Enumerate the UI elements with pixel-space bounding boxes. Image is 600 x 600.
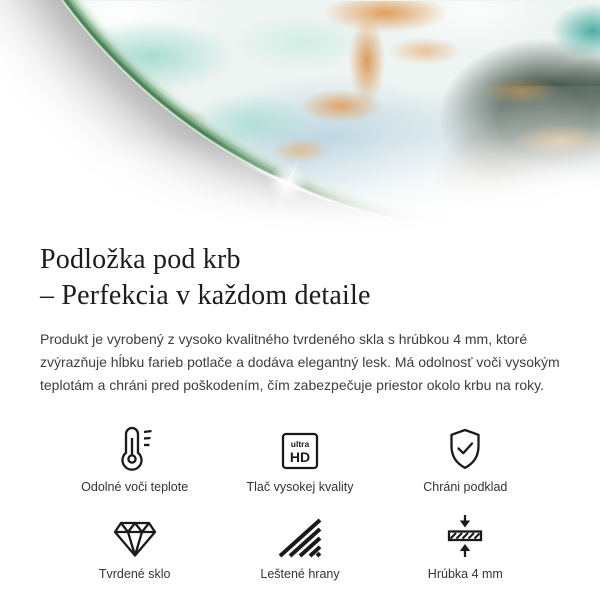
product-hero-image <box>0 0 600 236</box>
polished-edges-icon <box>278 510 322 558</box>
page-title-line2: – Perfekcia v každom detaile <box>40 280 371 311</box>
thermometer-icon <box>115 423 155 471</box>
feature-label: Hrúbka 4 mm <box>427 567 503 581</box>
feature-thickness <box>383 510 548 583</box>
thickness-icon <box>445 510 485 558</box>
ultra-hd-icon <box>280 423 320 471</box>
feature-label: Leštené hrany <box>260 567 340 581</box>
feature-print-quality <box>217 423 382 496</box>
glass-disc <box>0 0 600 235</box>
feature-label: Tvrdené sklo <box>98 567 171 581</box>
page-title-line1: Podložka pod krb <box>40 244 241 275</box>
feature-protects-floor <box>383 423 548 496</box>
features-grid <box>40 423 560 583</box>
page-title <box>40 242 560 314</box>
feature-label: Chráni podklad <box>423 480 508 494</box>
svg-text:ultra: ultra <box>290 439 310 449</box>
feature-tempered-glass <box>52 510 217 583</box>
product-description-section <box>0 242 600 583</box>
feature-heat-resistant <box>52 423 217 496</box>
feature-polished-edges <box>217 510 382 583</box>
product-description: Produkt je vyrobený z vysoko kvalitného tvrdeného skla s hrúbkou 4 mm, ktoré zvýrazňuje hĺbku farieb potlače a dodáva elegantný lesk. Má odolnosť voči vysokým teplotám a chráni pred poškodením, čím zabezpečuje priestor okolo krbu na roky. <box>40 331 560 393</box>
feature-label: Odolné voči teplote <box>81 480 189 494</box>
marble-artwork <box>1 1 600 235</box>
diamond-icon <box>113 510 157 558</box>
shield-check-icon <box>445 423 485 471</box>
feature-label: Tlač vysokej kvality <box>246 480 354 494</box>
svg-text:HD: HD <box>289 449 311 465</box>
